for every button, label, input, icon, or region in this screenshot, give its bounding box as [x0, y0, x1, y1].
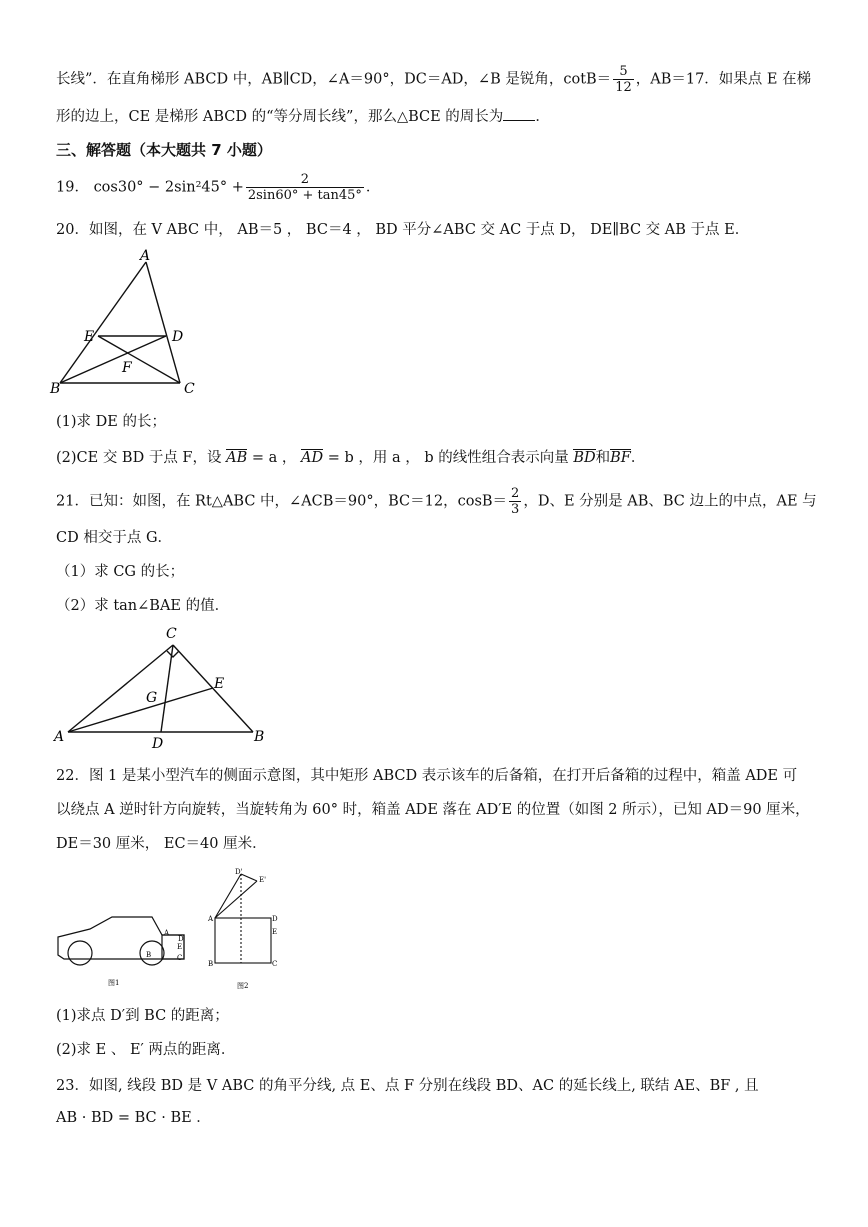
vector-ad: AD: [300, 450, 324, 466]
svg-text:D: D: [178, 935, 184, 943]
q18-fraction: $\frac{5}{12}$: [615, 64, 632, 95]
q20-part1: (1)求 DE 的长；: [56, 414, 166, 430]
label-A: A: [140, 248, 151, 264]
svg-text:A: A: [208, 915, 214, 923]
q19-expression: cos30° − 2sin²45° +: [93, 179, 244, 196]
q22-part1: (1)求点 D′到 BC 的距离；: [56, 1008, 229, 1024]
svg-text:E: E: [272, 928, 278, 936]
svg-text:C: C: [177, 954, 183, 962]
q19-fraction: $\frac{2}{2\sin 60^\circ + \tan 45^\circ}$: [247, 172, 362, 203]
svg-text:C: C: [272, 960, 278, 968]
svg-text:A: A: [164, 929, 170, 937]
answer-blank: [503, 106, 535, 121]
figure-caption: 图2: [237, 982, 249, 990]
q21-part1: （1）求 CG 的长；: [56, 564, 185, 580]
q19: 19． cos30° − 2sin²45° + $\frac{2}{2\sin 60^\circ + \tan 45^\circ}$ ．: [56, 172, 381, 203]
q21-part2: （2）求 tan∠BAE 的值．: [56, 598, 230, 614]
label-C: C: [166, 626, 177, 642]
svg-text:D': D': [235, 868, 243, 876]
label-A: A: [54, 729, 65, 745]
q22-part2: (2)求 E 、 E′ 两点的距离．: [56, 1042, 236, 1058]
vector-ab: AB: [226, 450, 248, 466]
vector-bd: BD: [573, 450, 596, 466]
q18-line1: [56, 64, 811, 95]
label-B: B: [50, 381, 61, 397]
svg-text:B: B: [146, 951, 152, 959]
label-E: E: [214, 676, 225, 692]
q22-figure-2: [205, 866, 290, 991]
q21-line1: 21．已知：如图，在 Rt△ABC 中，∠ACB＝90°，BC＝12，cosB＝ $\frac{2}{3}$ ，D、E 分别是 AB、BC 边上的中点，AE 与: [56, 486, 817, 517]
q22-line3: DE＝30 厘米， EC＝40 厘米．: [56, 836, 267, 852]
figure-caption: 图1: [108, 979, 120, 987]
label-E: E: [84, 329, 95, 345]
q20-figure: [48, 248, 208, 398]
label-D: D: [152, 736, 164, 752]
svg-text:E: E: [177, 943, 183, 951]
svg-text:D: D: [272, 915, 278, 923]
q21-line2: CD 相交于点 G．: [56, 530, 173, 546]
q21-figure: [48, 620, 273, 750]
label-D: D: [172, 329, 184, 345]
q18-text-b: ，AB＝17．如果点 E 在梯: [635, 71, 812, 88]
label-G: G: [146, 690, 158, 706]
label-B: B: [254, 729, 265, 745]
svg-text:E': E': [259, 876, 267, 884]
q22-figure-1: [52, 905, 192, 990]
q23-line2: AB · BD = BC · BE ．: [56, 1110, 211, 1126]
label-C: C: [184, 381, 195, 397]
q23-line1: 23．如图, 线段 BD 是 V ABC 的角平分线, 点 E、点 F 分别在线段 BD、AC 的延长线上, 联结 AE、BF , 且: [56, 1078, 759, 1094]
q20-part2: (2)CE 交 BD 于点 F，设 AB = a ， AD = b ，用 a ， b 的线性组合表示向量 BD和BF．: [56, 450, 646, 466]
q21-fraction: $\frac{2}{3}$: [511, 486, 520, 517]
vector-bf: BF: [610, 450, 631, 466]
q18-text-a: 长线”．在直角梯形 ABCD 中，AB∥CD，∠A＝90°，DC＝AD，∠B 是锐角，cotB＝: [56, 71, 612, 88]
q20-stem: 20．如图，在 V ABC 中， AB＝5 ， BC＝4 ， BD 平分∠ABC 交 AC 于点 D， DE∥BC 交 AB 于点 E．: [56, 222, 750, 238]
svg-text:B: B: [208, 960, 214, 968]
q22-line2: 以绕点 A 逆时针方向旋转，当旋转角为 60° 时，箱盖 ADE 落在 AD′E 的位置（如图 2 所示），已知 AD＝90 厘米，: [56, 802, 810, 818]
q22-line1: 22．图 1 是某小型汽车的侧面示意图，其中矩形 ABCD 表示该车的后备箱，在打开后备箱的过程中，箱盖 ADE 可: [56, 768, 798, 784]
label-F: F: [122, 360, 132, 376]
section-title: 三、解答题（本大题共 7 小题）: [56, 141, 272, 159]
q18-line2: 形的边上，CE 是梯形 ABCD 的“等分周长线”，那么△BCE 的周长为 ．: [56, 106, 550, 127]
